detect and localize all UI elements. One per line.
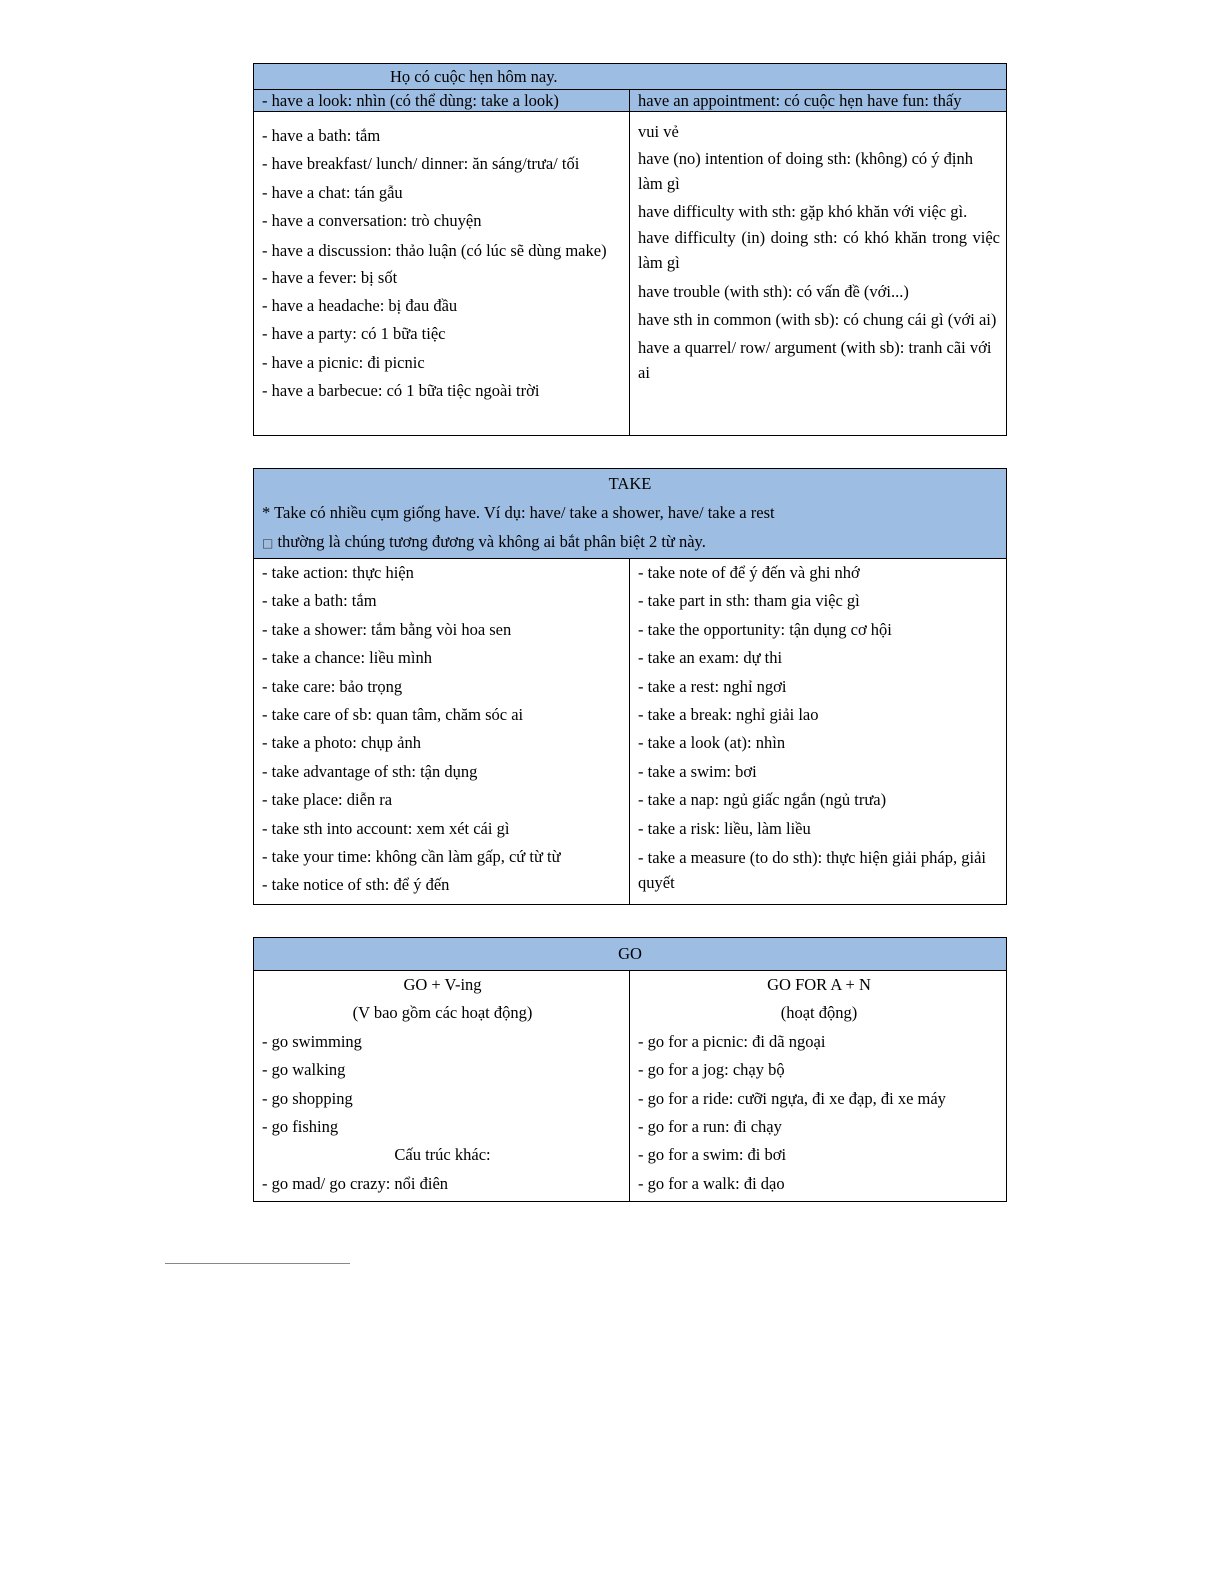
list-item: - have a bath: tắm: [262, 126, 381, 145]
list-item: - take a swim: bơi: [638, 761, 757, 781]
go-title: GO: [254, 938, 1006, 971]
list-item: - take sth into account: xem xét cái gì: [262, 818, 510, 838]
list-item: - go for a jog: chạy bộ: [638, 1060, 785, 1080]
list-item: - take care of sb: quan tâm, chăm sóc ai: [262, 705, 524, 725]
list-item: - take a break: nghỉ giải lao: [638, 705, 819, 725]
list-item: - take the opportunity: tận dụng cơ hội: [638, 619, 892, 639]
list-item: - go for a ride: cưỡi ngựa, đi xe đạp, đi xe máy: [638, 1088, 946, 1108]
list-item: - take a measure (to do sth): thực hiện giải pháp, giải quyết: [638, 848, 986, 893]
go-right-column: [630, 971, 1006, 1201]
take-right-column: [630, 559, 1006, 904]
list-item: have difficulty (in) doing sth: có khó khăn trong việc làm gì: [638, 228, 1000, 273]
list-item: - go for a picnic: đi dã ngoại: [638, 1031, 826, 1051]
list-item: - take a photo: chụp ảnh: [262, 733, 421, 753]
list-item: - have breakfast/ lunch/ dinner: ăn sáng/trưa/ tối: [262, 154, 580, 174]
list-item: - take notice of sth: để ý đến: [262, 875, 450, 895]
go-left-column: [254, 971, 630, 1201]
take-table: [253, 468, 1007, 905]
list-item: - take a chance: liều mình: [262, 648, 432, 668]
have-subheader-left: - have a look: nhìn (có thể dùng: take a look): [254, 90, 630, 111]
have-right-column: [630, 112, 1006, 435]
take-note-2-text: thường là chúng tương đương và không ai bắt phân biệt 2 từ này.: [273, 532, 706, 551]
list-item: - have a chat: tán gẫu: [262, 182, 403, 202]
list-item: - take your time: không cần làm gấp, cứ từ từ: [262, 847, 561, 867]
list-item: - take note of để ý đến và ghi nhớ: [638, 563, 860, 582]
list-item: - go fishing: [262, 1117, 339, 1137]
take-header: [254, 469, 1006, 559]
list-item: - go shopping: [262, 1088, 353, 1108]
footnote-divider: [165, 1263, 350, 1264]
have-header: [254, 64, 1006, 112]
take-title: TAKE: [608, 474, 652, 493]
list-item: have (no) intention of doing sth: (không) có ý định làm gì: [638, 149, 973, 194]
list-item: - take a risk: liều, làm liều: [638, 818, 811, 838]
list-item: have a quarrel/ row/ argument (with sb): tranh cãi với ai: [638, 337, 992, 382]
take-note-2: [254, 527, 1006, 558]
list-item: - take a shower: tắm bằng vòi hoa sen: [262, 619, 512, 639]
list-item: - have a picnic: đi picnic: [262, 352, 425, 372]
list-item: have sth in common (with sb): có chung cái gì (với ai): [638, 309, 997, 329]
list-item: - have a fever: bị sốt: [262, 267, 398, 287]
take-note-1: * Take có nhiều cụm giống have. Ví dụ: have/ take a shower, have/ take a rest: [262, 503, 775, 522]
list-item: - take an exam: dự thi: [638, 648, 783, 668]
list-item: - take part in sth: tham gia việc gì: [638, 591, 860, 611]
list-item: - take a bath: tắm: [262, 591, 377, 611]
list-item: - go swimming: [262, 1031, 362, 1051]
list-item: vui vẻ: [638, 122, 679, 141]
have-header-text: Họ có cuộc hẹn hôm nay.: [390, 67, 558, 86]
list-item: - have a conversation: trò chuyện: [262, 211, 482, 231]
list-item: - take a rest: nghỉ ngơi: [638, 676, 787, 696]
list-item: - go for a walk: đi dạo: [638, 1173, 785, 1193]
go-left-heading: GO + V-ing: [403, 975, 482, 994]
list-item: have difficulty with sth: gặp khó khăn với việc gì.: [638, 202, 968, 222]
list-item: - have a party: có 1 bữa tiệc: [262, 324, 446, 344]
list-item: - go for a run: đi chạy: [638, 1117, 782, 1137]
list-item: - go mad/ go crazy: nổi điên: [262, 1173, 449, 1193]
go-right-heading: GO FOR A + N: [767, 975, 871, 994]
list-item: - have a barbecue: có 1 bữa tiệc ngoài trời: [262, 381, 540, 401]
take-left-column: [254, 559, 630, 904]
list-item: - have a headache: bị đau đầu: [262, 296, 458, 316]
list-item: - go for a swim: đi bơi: [638, 1145, 787, 1165]
have-left-column: [254, 112, 630, 435]
go-right-subheading: (hoạt động): [780, 1003, 858, 1023]
list-item: - take place: diễn ra: [262, 790, 393, 810]
list-item: - take a nap: ngủ giấc ngắn (ngủ trưa): [638, 790, 887, 810]
list-item: - take advantage of sth: tận dụng: [262, 761, 478, 781]
list-item: have trouble (with sth): có vấn đề (với...): [638, 282, 909, 302]
go-other-structures-label: Cấu trúc khác:: [394, 1145, 491, 1165]
list-item: - take action: thực hiện: [262, 563, 414, 582]
have-table: [253, 63, 1007, 436]
go-left-subheading: (V bao gồm các hoạt động): [352, 1003, 533, 1023]
missing-glyph-icon: □: [262, 536, 274, 550]
go-table: [253, 937, 1007, 1202]
list-item: - have a discussion: thảo luận (có lúc sẽ dùng make): [262, 240, 607, 260]
list-item: - go walking: [262, 1060, 346, 1080]
list-item: - take care: bảo trọng: [262, 676, 403, 696]
list-item: - take a look (at): nhìn: [638, 733, 786, 753]
have-subheader-right: have an appointment: có cuộc hẹn have fun: thấy: [638, 91, 962, 110]
